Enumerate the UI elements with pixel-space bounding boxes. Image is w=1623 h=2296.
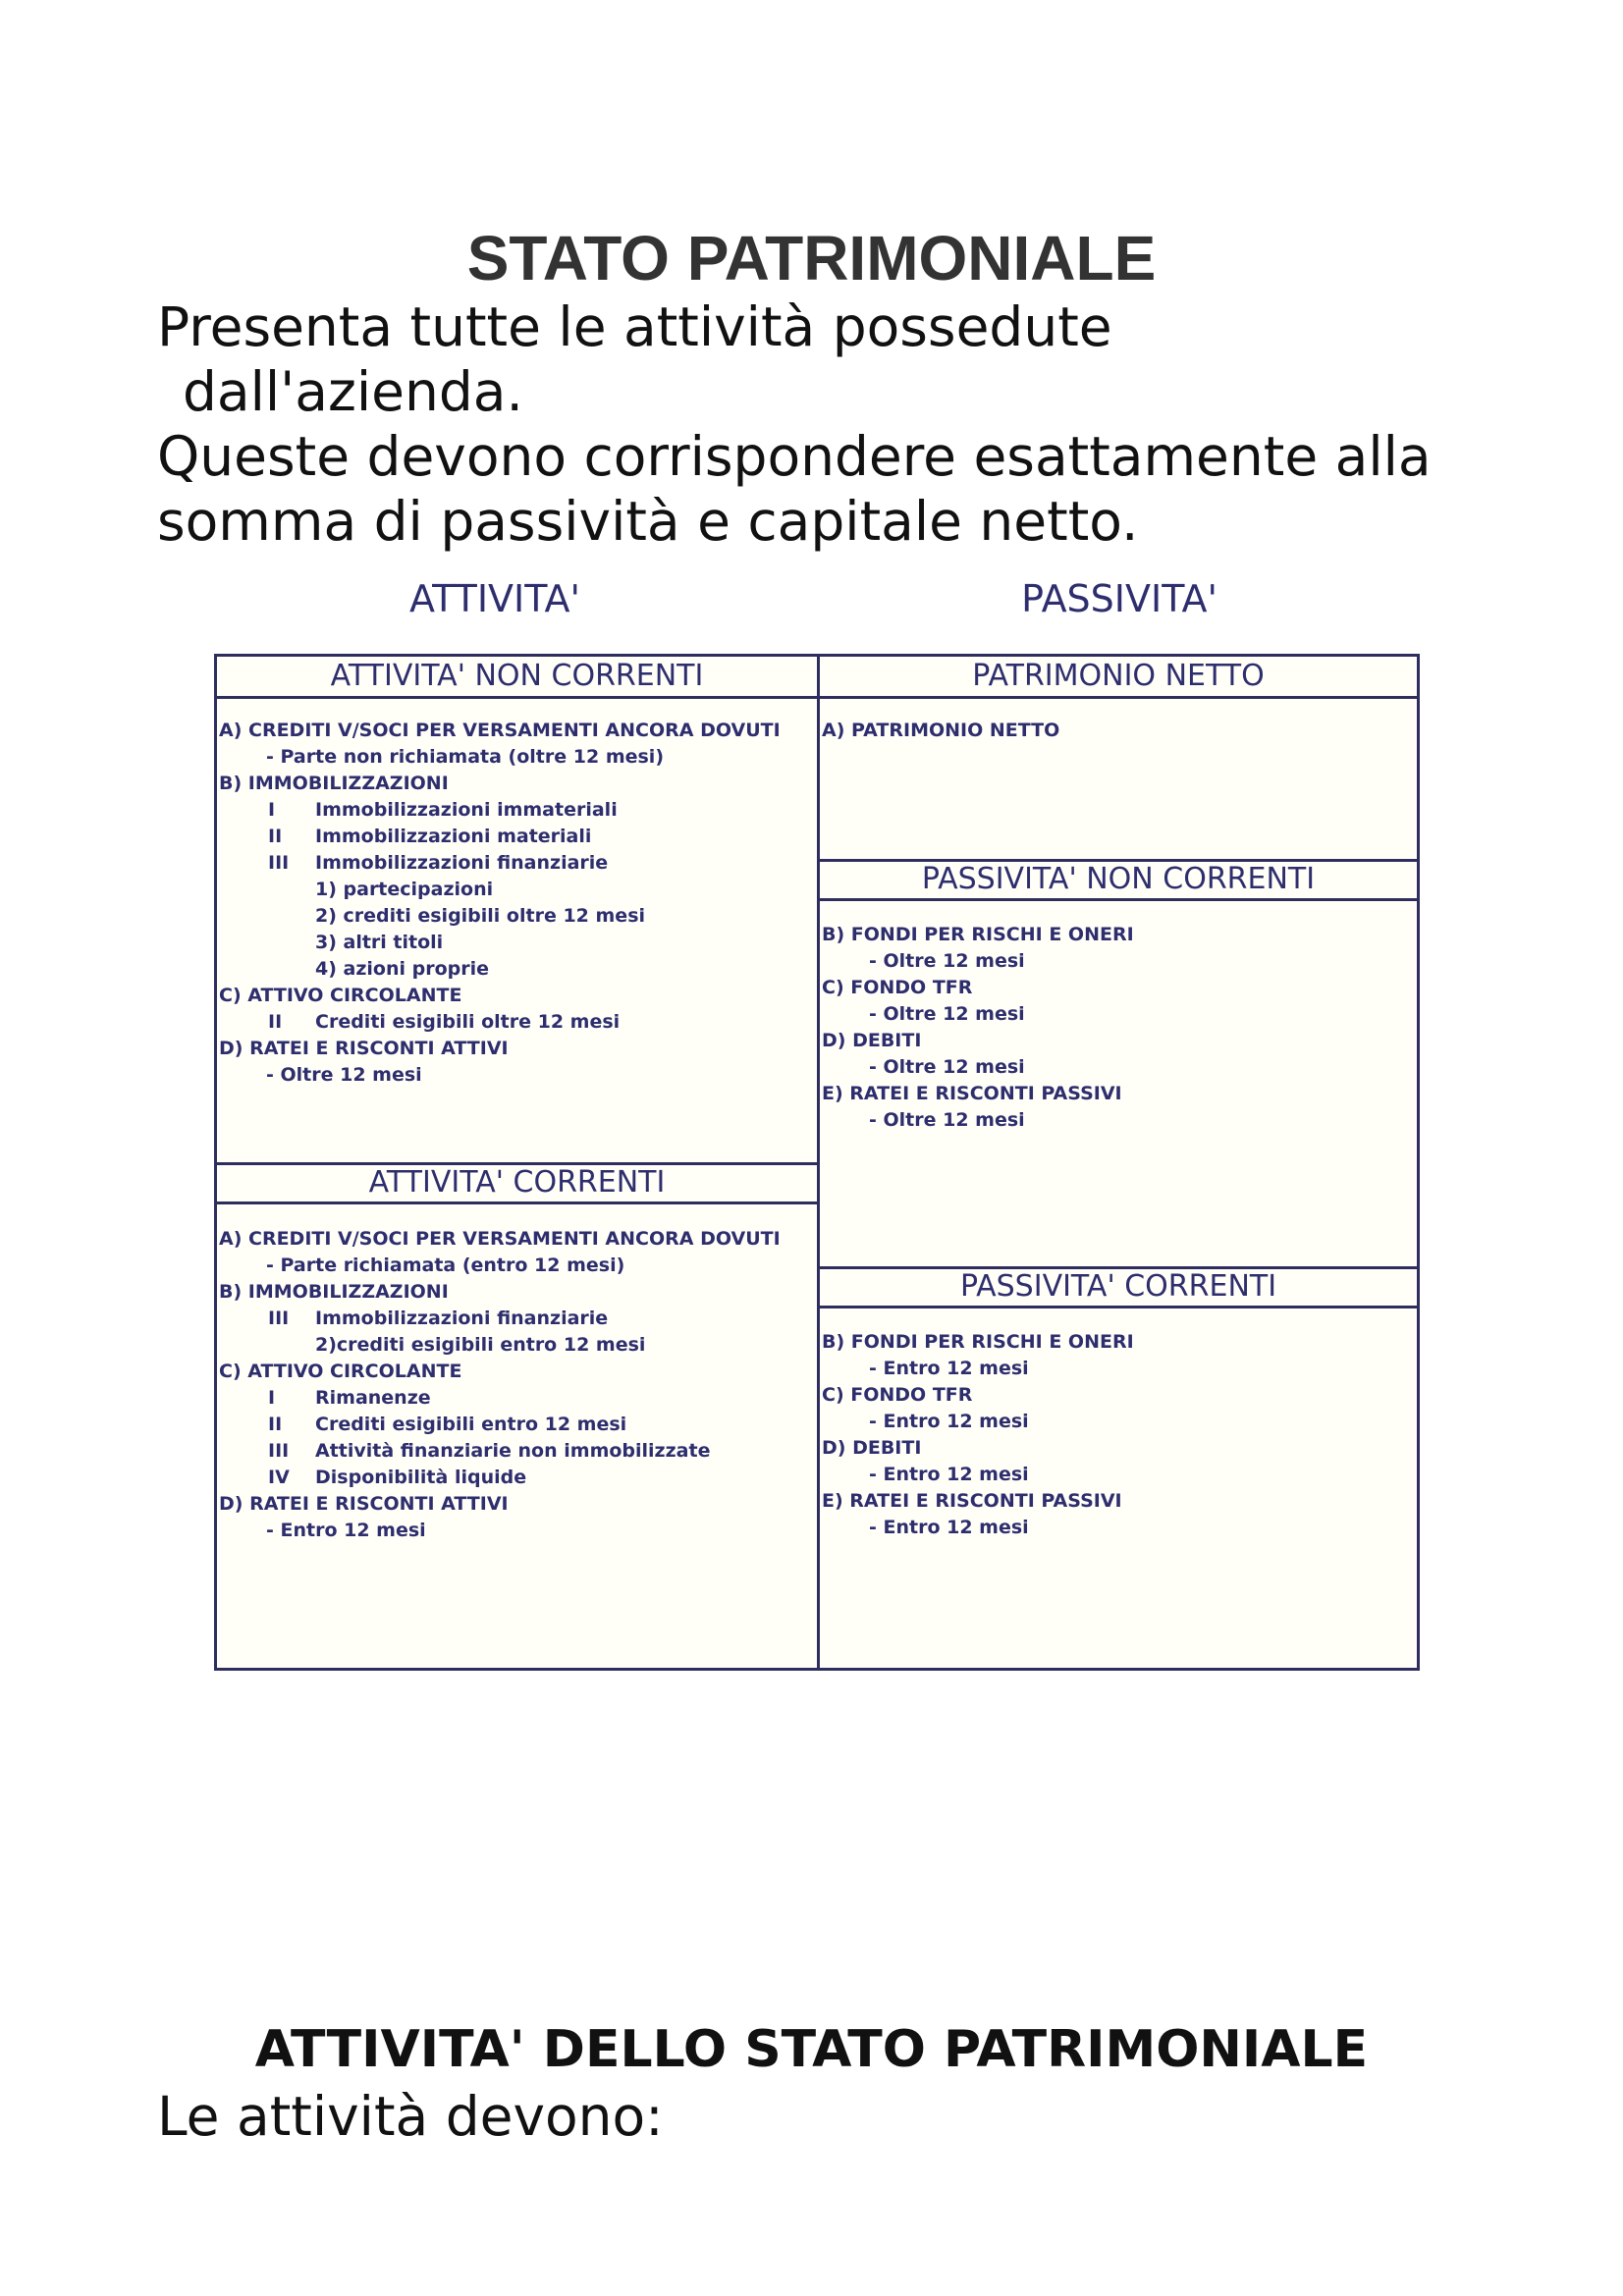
list-item: Rimanenze bbox=[315, 1387, 431, 1409]
section-title-attivita-correnti: ATTIVITA' CORRENTI bbox=[368, 1165, 666, 1200]
list-item: E) RATEI E RISCONTI PASSIVI bbox=[822, 1490, 1122, 1512]
list-item: - Oltre 12 mesi bbox=[869, 1003, 1025, 1025]
intro-line-2: dall'azienda. bbox=[183, 360, 523, 423]
list-item: 3) altri titoli bbox=[315, 932, 444, 953]
roman-numeral: III bbox=[268, 1440, 290, 1462]
section-heading: ATTIVITA' DELLO STATO PATRIMONIALE bbox=[254, 2020, 1369, 2079]
column-header-passivita: PASSIVITA' bbox=[1021, 577, 1217, 620]
list-item: - Oltre 12 mesi bbox=[869, 1056, 1025, 1078]
roman-numeral: I bbox=[268, 1387, 276, 1409]
roman-numeral: II bbox=[268, 1011, 283, 1033]
list-item: A) CREDITI V/SOCI PER VERSAMENTI ANCORA DOVUTI bbox=[219, 1228, 781, 1250]
list-item: E) RATEI E RISCONTI PASSIVI bbox=[822, 1083, 1122, 1104]
roman-numeral: IV bbox=[268, 1467, 290, 1488]
list-item: B) FONDI PER RISCHI E ONERI bbox=[822, 924, 1134, 945]
list-item: 2)crediti esigibili entro 12 mesi bbox=[315, 1334, 646, 1356]
list-item: Immobilizzazioni finanziarie bbox=[315, 1308, 609, 1329]
list-item: 4) azioni proprie bbox=[315, 958, 490, 980]
roman-numeral: II bbox=[268, 826, 283, 847]
list-item: Immobilizzazioni materiali bbox=[315, 826, 592, 847]
list-item: 2) crediti esigibili oltre 12 mesi bbox=[315, 905, 646, 927]
list-item: A) CREDITI V/SOCI PER VERSAMENTI ANCORA DOVUTI bbox=[219, 720, 781, 741]
entries-patrimonio-netto bbox=[822, 718, 1059, 744]
list-item: - Entro 12 mesi bbox=[869, 1411, 1029, 1432]
column-header-attivita: ATTIVITA' bbox=[409, 577, 580, 620]
list-item: Disponibilità liquide bbox=[315, 1467, 527, 1488]
list-item: D) RATEI E RISCONTI ATTIVI bbox=[219, 1038, 509, 1059]
list-item: Crediti esigibili oltre 12 mesi bbox=[315, 1011, 621, 1033]
divider-line bbox=[217, 696, 817, 699]
list-item: D) RATEI E RISCONTI ATTIVI bbox=[219, 1493, 509, 1515]
page-title: STATO PATRIMONIALE bbox=[466, 223, 1157, 294]
list-item: C) FONDO TFR bbox=[822, 977, 973, 998]
intro-line-1: Presenta tutte le attività possedute bbox=[157, 295, 1112, 358]
roman-numeral: II bbox=[268, 1414, 283, 1435]
list-item: A) PATRIMONIO NETTO bbox=[822, 720, 1060, 741]
list-item: - Parte richiamata (entro 12 mesi) bbox=[266, 1255, 625, 1276]
intro-line-3: Queste devono corrispondere esattamente alla bbox=[157, 425, 1432, 488]
balance-sheet-table bbox=[214, 654, 1420, 1671]
list-item: Immobilizzazioni immateriali bbox=[315, 799, 618, 821]
list-item: - Entro 12 mesi bbox=[869, 1517, 1029, 1538]
section-text: Le attività devono: bbox=[157, 2085, 664, 2148]
list-item: C) FONDO TFR bbox=[822, 1384, 973, 1406]
entries-passivita-correnti bbox=[822, 1329, 1134, 1541]
list-item: - Entro 12 mesi bbox=[869, 1464, 1029, 1485]
section-title-passivita-correnti: PASSIVITA' CORRENTI bbox=[959, 1269, 1277, 1304]
list-item: - Parte non richiamata (oltre 12 mesi) bbox=[266, 746, 665, 768]
divider-line bbox=[820, 696, 1417, 699]
list-item: - Entro 12 mesi bbox=[266, 1520, 426, 1541]
section-title-patrimonio-netto: PATRIMONIO NETTO bbox=[972, 659, 1265, 693]
roman-numeral: III bbox=[268, 852, 290, 874]
list-item: - Oltre 12 mesi bbox=[869, 1109, 1025, 1131]
list-item: Attività finanziarie non immobilizzate bbox=[315, 1440, 711, 1462]
list-item: Immobilizzazioni finanziarie bbox=[315, 852, 609, 874]
list-item: - Oltre 12 mesi bbox=[869, 950, 1025, 972]
list-item: B) IMMOBILIZZAZIONI bbox=[219, 773, 449, 794]
list-item: - Oltre 12 mesi bbox=[266, 1064, 422, 1086]
entries-passivita-non-correnti bbox=[822, 922, 1134, 1134]
list-item: - Entro 12 mesi bbox=[869, 1358, 1029, 1379]
roman-numeral: I bbox=[268, 799, 276, 821]
roman-numeral: III bbox=[268, 1308, 290, 1329]
list-item: Crediti esigibili entro 12 mesi bbox=[315, 1414, 627, 1435]
entries-attivita-non-correnti bbox=[219, 718, 781, 1089]
section-title-attivita-non-correnti: ATTIVITA' NON CORRENTI bbox=[330, 659, 704, 693]
list-item: D) DEBITI bbox=[822, 1030, 922, 1051]
section-title-passivita-non-correnti: PASSIVITA' NON CORRENTI bbox=[921, 862, 1316, 896]
entries-attivita-correnti bbox=[219, 1226, 781, 1544]
list-item: D) DEBITI bbox=[822, 1437, 922, 1459]
list-item: B) IMMOBILIZZAZIONI bbox=[219, 1281, 449, 1303]
list-item: C) ATTIVO CIRCOLANTE bbox=[219, 985, 462, 1006]
column-divider bbox=[817, 657, 820, 1668]
intro-line-4: somma di passività e capitale netto. bbox=[157, 490, 1139, 553]
list-item: C) ATTIVO CIRCOLANTE bbox=[219, 1361, 462, 1382]
list-item: B) FONDI PER RISCHI E ONERI bbox=[822, 1331, 1134, 1353]
list-item: 1) partecipazioni bbox=[315, 879, 494, 900]
